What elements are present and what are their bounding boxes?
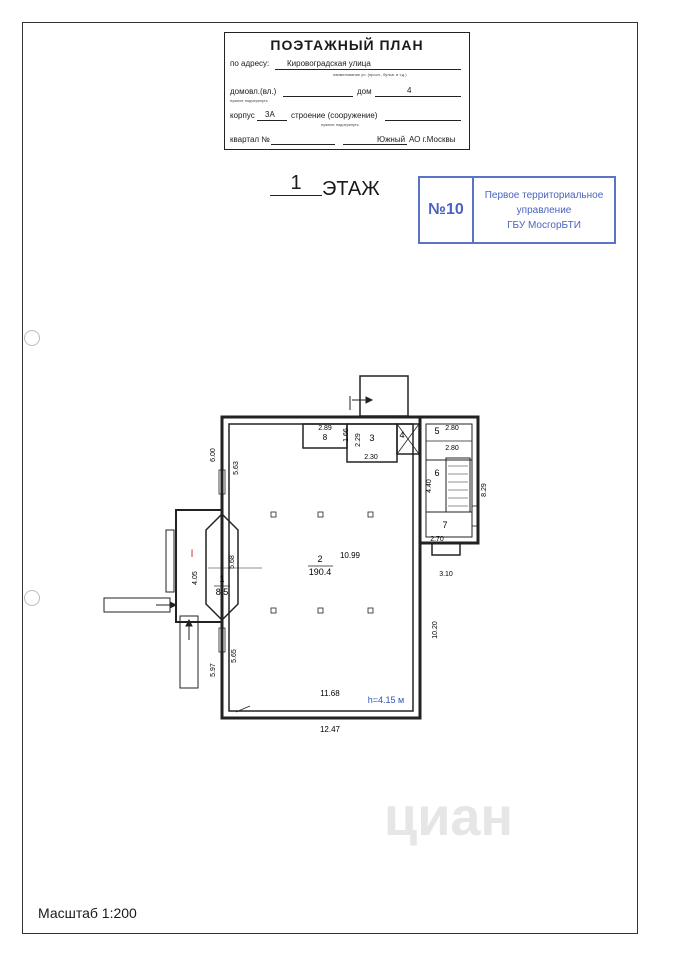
dim-2-80-a: 2.80 <box>445 425 459 432</box>
dom-label: дом <box>357 87 372 96</box>
kvartal-label: квартал № <box>230 135 270 144</box>
domovl-label: домовл.(вл.) <box>230 87 277 96</box>
ceiling-height: h=4.15 м <box>367 695 405 705</box>
room-7-label: 7 <box>442 520 448 530</box>
room-3-label: 3 <box>369 433 375 443</box>
dim-11-68: 11.68 <box>320 689 340 698</box>
dim-4-40: 4.40 <box>426 479 433 493</box>
room-2-area: 190.4 <box>308 567 332 577</box>
room-1-number: 1 <box>219 574 225 584</box>
building-hint: нужное подчеркнуть <box>321 122 359 127</box>
dim-4-05: 4.05 <box>192 571 199 585</box>
korpus-value: 3А <box>265 110 275 119</box>
dim-5-63: 5.63 <box>233 461 240 475</box>
scale-label: Масштаб 1:200 <box>38 905 137 921</box>
address-label: по адресу: <box>230 59 270 68</box>
dim-2-70: 2.70 <box>430 536 444 543</box>
dom-value: 4 <box>407 86 412 95</box>
domovl-hint: нужное подчеркнуть <box>230 98 268 103</box>
dim-6-00: 6.00 <box>210 448 217 462</box>
building-label: строение (сооружение) <box>291 111 378 120</box>
annex-porch <box>432 543 460 555</box>
dim-10-20: 10.20 <box>432 621 439 639</box>
entrance-vestibule-outer <box>176 510 225 622</box>
bti-line-1: Первое территориальное <box>484 190 604 201</box>
district-suffix: АО г.Москвы <box>409 135 456 144</box>
floor-word: ЭТАЖ <box>322 178 380 200</box>
district-value: Южный <box>377 135 406 144</box>
stamp-title: ПОЭТАЖНЫЙ ПЛАН <box>270 37 424 53</box>
dim-1-66: 1.66 <box>343 428 350 442</box>
dim-2-80-b: 2.80 <box>445 445 459 452</box>
entrance-mark: I <box>190 548 194 560</box>
dim-12-47: 12.47 <box>319 725 341 734</box>
room-8-label: 8 <box>322 433 328 442</box>
korpus-label: корпус <box>230 111 255 120</box>
room-5-label: 5 <box>434 426 440 436</box>
watermark: циан <box>384 787 514 847</box>
room-2-number: 2 <box>317 554 323 564</box>
top-vestibule <box>360 376 408 416</box>
dim-5-97: 5.97 <box>210 663 217 677</box>
room-1-area: 8.5 <box>215 587 229 597</box>
address-hint: наименование ул. (просп., бульв. и т.д.) <box>333 72 407 77</box>
floor-number: 1 <box>270 172 322 196</box>
dim-2-30: 2.30 <box>364 454 378 461</box>
bti-line-2: управление <box>516 205 572 216</box>
entry-arrows <box>156 396 375 640</box>
dim-8-29: 8.29 <box>481 483 488 497</box>
room-4-label: 4 <box>399 430 405 440</box>
room-6-label: 6 <box>434 468 440 478</box>
dim-5-68: 5.68 <box>229 555 236 569</box>
dim-2-89: 2.89 <box>318 425 332 432</box>
dim-3-10: 3.10 <box>439 571 453 578</box>
dim-10-99: 10.99 <box>339 551 361 560</box>
dim-2-29: 2.29 <box>355 433 362 447</box>
bti-number: №10 <box>420 178 474 242</box>
bti-line-3: ГБУ МосгорБТИ <box>507 220 581 231</box>
entrance-window <box>166 530 174 592</box>
address-value: Кировоградская улица <box>287 59 371 68</box>
dim-5-65: 5.65 <box>231 649 238 663</box>
